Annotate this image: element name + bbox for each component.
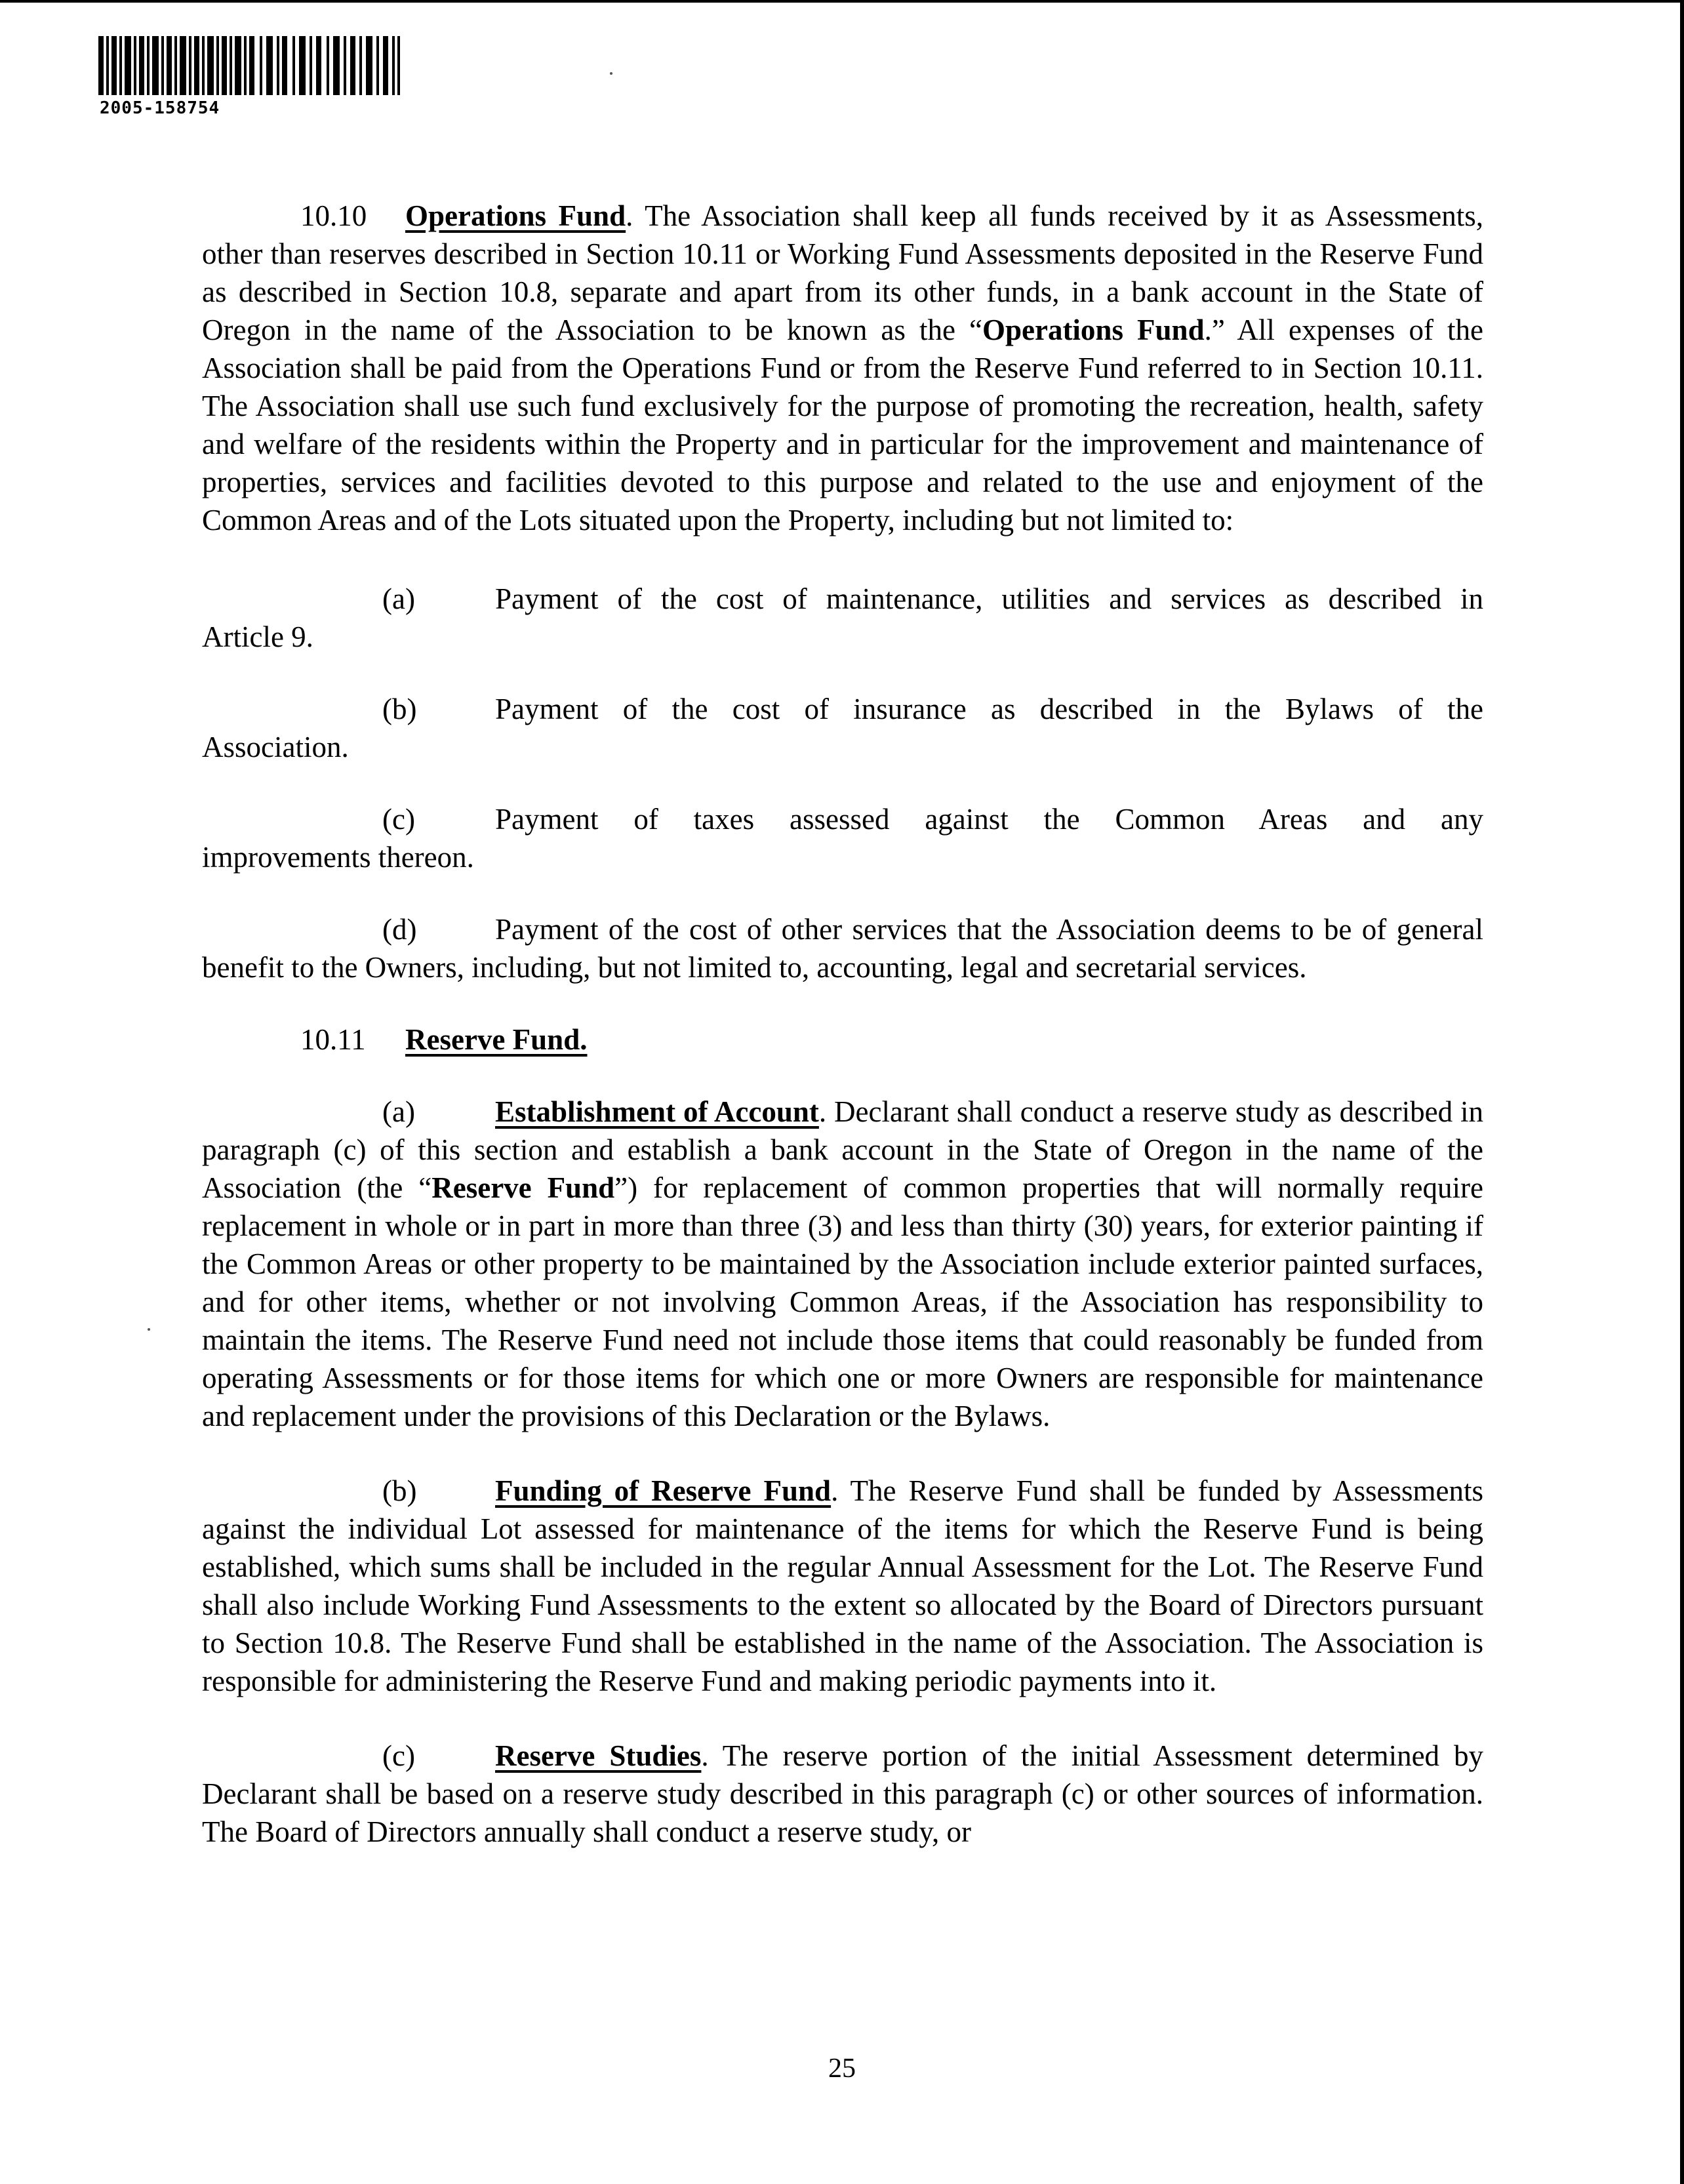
- section-text: . The Association shall keep all funds received by it as Assessments, other than reserves described in Section 10.11 or Working Fund Assessments deposited in the Reserve Fund as described in Section 10.8, separate and apart from its other funds, in a bank account in the State of Oregon in the name of the Association to be known as the “: [202, 199, 1484, 346]
- section-title: Reserve Fund.: [405, 1023, 588, 1056]
- page-number: 25: [828, 2053, 856, 2084]
- subsection-title: Reserve Studies: [495, 1739, 702, 1772]
- list-item-continuation: Association.: [202, 731, 349, 763]
- subsection-a: [202, 1093, 1483, 1435]
- subsection-label: (a): [382, 1095, 415, 1128]
- scan-speck: [610, 72, 612, 75]
- scan-border-top: [0, 0, 1684, 3]
- section-number: 10.11: [300, 1023, 366, 1056]
- list-item-continuation: improvements thereon.: [202, 841, 474, 874]
- defined-term: Reserve Fund: [431, 1171, 615, 1204]
- list-item-label: (d): [382, 913, 417, 946]
- list-item-label: (b): [382, 693, 417, 725]
- subsection-title: Funding of Reserve Fund: [495, 1474, 832, 1507]
- section-10-10-paragraph: [202, 197, 1483, 539]
- defined-term: Operations Fund: [982, 313, 1205, 346]
- scan-border-right: [1680, 0, 1684, 2184]
- list-item-d: [202, 910, 1483, 986]
- section-number: 10.10: [300, 199, 367, 232]
- list-item-label: (c): [382, 803, 415, 836]
- subsection-title: Establishment of Account: [495, 1095, 819, 1128]
- list-item-text: Payment of the cost of other services that the Association deems to be of general benefit to the Owners, including, but not limited to, accounting, legal and secretarial services.: [202, 913, 1483, 984]
- list-item-continuation: Article 9.: [202, 620, 313, 653]
- subsection-text: . The reserve portion of the initial Assessment determined by Declarant shall be based on a reserve study described in this paragraph (c) or other sources of information. The Board of Directors annually shall conduct a reserve study, or: [202, 1739, 1483, 1848]
- document-number: 2005-158754: [100, 98, 220, 118]
- list-item-c: [202, 800, 1483, 838]
- subsection-text: . Declarant shall conduct a reserve study as described in paragraph (c) of this section and establish a bank account in the State of Oregon in the name of the Association (the “: [202, 1095, 1483, 1204]
- scan-speck: [148, 1328, 150, 1331]
- document-body: [202, 197, 1483, 1851]
- subsection-label: (c): [382, 1739, 415, 1772]
- barcode-icon: [98, 36, 400, 95]
- subsection-text: ”) for replacement of common properties that will normally require replacement in whole or in part in more than three (3) and less than thirty (30) years, for exterior painting if the Common Areas or other property to be maintained by the Association include exterior painted surfaces, and for other items, whether or not involving Common Areas, if the Association has responsibility to maintain the items. The Reserve Fund need not include those items that could reasonably be funded from operating Assessments or for those items for which one or more Owners are responsible for maintenance and replacement under the provisions of this Declaration or the Bylaws.: [202, 1171, 1483, 1432]
- list-item-text: Payment of the cost of insurance as described in the Bylaws of the: [495, 693, 1483, 725]
- section-10-11-heading: [202, 1021, 1483, 1059]
- list-item-text: Payment of taxes assessed against the Common Areas and any: [495, 803, 1483, 836]
- subsection-b: [202, 1472, 1483, 1700]
- list-item-b: [202, 690, 1483, 728]
- list-item-a: [202, 580, 1483, 618]
- subsection-label: (b): [382, 1474, 417, 1507]
- section-title: Operations Fund: [405, 199, 626, 232]
- list-item-label: (a): [382, 582, 415, 615]
- list-item-text: Payment of the cost of maintenance, utilities and services as described in: [495, 582, 1483, 615]
- subsection-text: . The Reserve Fund shall be funded by Assessments against the individual Lot assessed for maintenance of the items for which the Reserve Fund is being established, which sums shall be included in the regular Annual Assessment for the Lot. The Reserve Fund shall also include Working Fund Assessments to the extent so allocated by the Board of Directors pursuant to Section 10.8. The Reserve Fund shall be established in the name of the Association. The Association is responsible for administering the Reserve Fund and making periodic payments into it.: [202, 1474, 1483, 1697]
- section-text: .” All expenses of the Association shall be paid from the Operations Fund or from the Reserve Fund referred to in Section 10.11. The Association shall use such fund exclusively for the purpose of promoting the recreation, health, safety and welfare of the residents within the Property and in particular for the improvement and maintenance of properties, services and facilities devoted to this purpose and related to the use and enjoyment of the Common Areas and of the Lots situated upon the Property, including but not limited to:: [202, 313, 1483, 536]
- subsection-c: [202, 1737, 1483, 1851]
